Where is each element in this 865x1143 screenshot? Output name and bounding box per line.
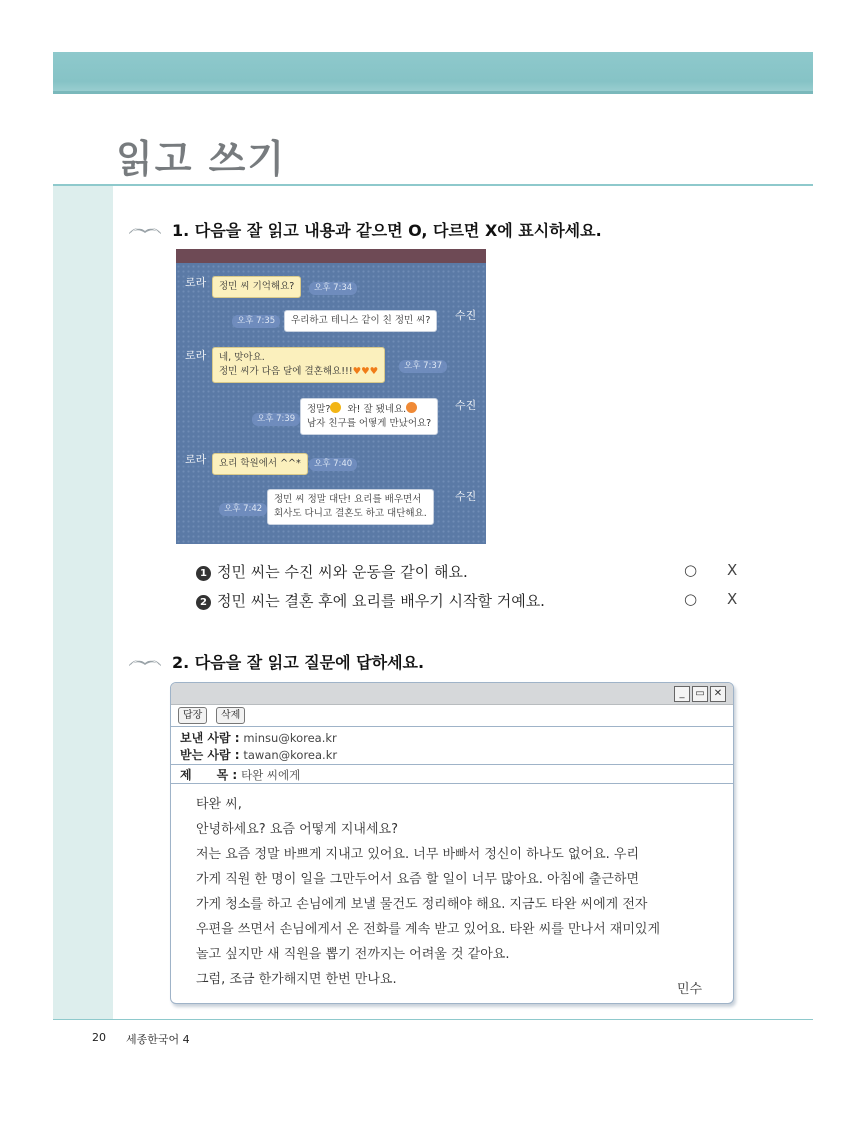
header-divider [171, 764, 733, 765]
smiley-emoji-icon [330, 402, 341, 413]
from-row [180, 729, 337, 746]
sender-name: 로라 [185, 349, 207, 362]
chat-text: 우리하고 테니스 같이 친 정민 씨? [291, 315, 431, 326]
chat-text: 요리 학원에서 ^^* [219, 458, 301, 469]
chat-text: 정말? [307, 404, 331, 415]
email-body-line: 저는 요즘 정말 바쁘게 지내고 있어요. 너무 바빠서 정신이 하나도 없어요. 우리 [196, 847, 640, 862]
statement-1 [196, 561, 468, 582]
to-row [180, 746, 337, 763]
email-body-line: 놀고 싶지만 새 직원을 뽑기 전까지는 어려울 것 같아요. [196, 947, 510, 962]
book-title: 세종한국어 4 [126, 1033, 190, 1046]
sender-name: 로라 [185, 276, 207, 289]
chat-time: 오후 7:34 [309, 282, 357, 295]
chat-time: 오후 7:37 [399, 360, 447, 373]
chat-bubble [300, 398, 438, 435]
email-body-line: 가게 직원 한 명이 일을 그만두어서 요즘 할 일이 너무 많아요. 아침에 출근하면 [196, 872, 640, 887]
email-body-line: 안녕하세요? 요즘 어떻게 지내세요? [196, 822, 399, 837]
statement-text: 정민 씨는 수진 씨와 운동을 같이 해요. [217, 563, 468, 581]
title-divider [53, 184, 813, 186]
page-number: 20 [92, 1031, 106, 1044]
reply-button[interactable]: 답장 [178, 707, 207, 724]
footer-divider [53, 1019, 813, 1020]
chat-bubble [212, 453, 308, 475]
chat-time: 오후 7:42 [219, 503, 267, 516]
email-window [170, 682, 734, 1004]
sender-name: 수진 [455, 309, 477, 322]
chat-text: 남자 친구를 어떻게 만났어요? [307, 418, 432, 429]
email-body-line: 가게 청소를 하고 손님에게 보낼 물건도 정리해야 해요. 지금도 타완 씨에게 전자 [196, 897, 648, 912]
chat-bubble [212, 276, 301, 298]
subject-value: 타완 씨에게 [241, 768, 301, 782]
o-choice[interactable]: ○ [684, 561, 698, 579]
email-signature: 민수 [677, 982, 703, 997]
sender-name: 수진 [455, 399, 477, 412]
chat-time: 오후 7:39 [252, 413, 300, 426]
question-2-title: 2. 다음을 잘 읽고 질문에 답하세요. [172, 653, 425, 672]
email-body-line: 타완 씨, [196, 797, 242, 812]
chat-bubble [212, 347, 385, 383]
header-divider [171, 726, 733, 727]
heart-eyes-emoji-icon [406, 402, 417, 413]
chat-text: 회사도 다니고 결혼도 하고 대단해요. [274, 508, 427, 519]
header-divider [171, 783, 733, 784]
chat-time: 오후 7:40 [309, 458, 357, 471]
section-title: 읽고 쓰기 [116, 137, 287, 181]
close-icon[interactable]: ✕ [710, 686, 726, 702]
from-value: minsu@korea.kr [243, 731, 337, 745]
chat-top-bar [176, 249, 486, 263]
chat-text: 와! 잘 됐네요. [347, 404, 407, 415]
chat-bubble [284, 310, 437, 332]
sender-name: 로라 [185, 453, 207, 466]
number-badge: 2 [196, 595, 211, 610]
statement-2 [196, 590, 545, 611]
restore-icon[interactable]: ▭ [692, 686, 708, 702]
open-book-icon [128, 653, 162, 667]
to-value: tawan@korea.kr [243, 748, 338, 762]
email-body-line: 그럼, 조금 한가해지면 한번 만나요. [196, 972, 397, 987]
subject-label: 제 목 : [180, 768, 238, 782]
number-badge: 1 [196, 566, 211, 581]
header-banner-shadow [53, 91, 813, 94]
header-banner [53, 52, 813, 94]
chat-text: 네, 맞아요. [219, 352, 265, 363]
o-choice[interactable]: ○ [684, 590, 698, 608]
question-1-title: 1. 다음을 잘 읽고 내용과 같으면 O, 다르면 X에 표시하세요. [172, 221, 602, 240]
from-label: 보낸 사람 : [180, 731, 240, 745]
statement-text: 정민 씨는 결혼 후에 요리를 배우기 시작할 거예요. [217, 592, 545, 610]
chat-time: 오후 7:35 [232, 315, 280, 328]
email-body-line: 우편을 쓰면서 손님에게서 온 전화를 계속 받고 있어요. 타완 씨를 만나서 재미있게 [196, 922, 661, 937]
chat-screenshot [176, 249, 486, 544]
chat-bubble [267, 489, 434, 525]
side-strip [53, 186, 113, 1020]
x-choice[interactable]: X [727, 561, 738, 579]
delete-button[interactable]: 삭제 [216, 707, 245, 724]
subject-row [180, 766, 300, 783]
sender-name: 수진 [455, 490, 477, 503]
chat-text: 정민 씨 정말 대단! 요리를 배우면서 [274, 494, 422, 505]
minimize-icon[interactable]: _ [674, 686, 690, 702]
x-choice[interactable]: X [727, 590, 738, 608]
email-titlebar [171, 683, 733, 705]
chat-text: 정민 씨가 다음 달에 결혼해요!!! [219, 366, 353, 377]
chat-text: 정민 씨 기억해요? [219, 281, 295, 292]
open-book-icon [128, 221, 162, 235]
heart-icon: ♥♥♥ [352, 366, 379, 377]
to-label: 받는 사람 : [180, 748, 240, 762]
